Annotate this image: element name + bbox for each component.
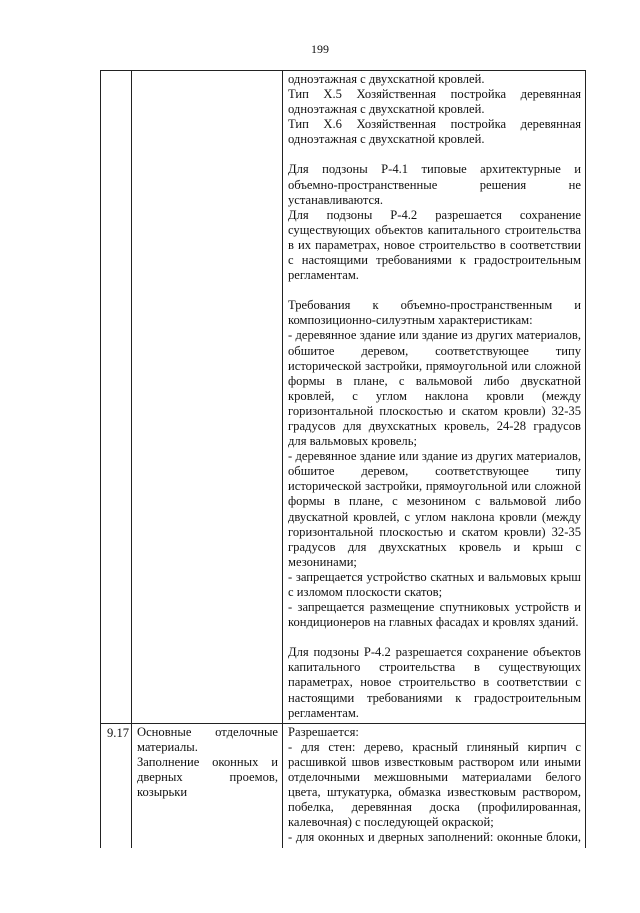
text-line: существующих объектов капитального строительства <box>288 222 581 237</box>
text-line: козырьки <box>137 785 188 800</box>
regulations-table <box>100 70 586 848</box>
text-line: с изломом плоскости скатов; <box>288 585 443 599</box>
text-line: побелка, деревянная доска (профилированная, <box>288 800 581 815</box>
text-line: - для стен: дерево, красный глиняный кирпич с <box>288 739 581 754</box>
text-line: - для оконных и дверных заполнений: оконные блоки, <box>288 830 581 845</box>
text-line: настоящими требованиями к градостроительным <box>288 690 581 705</box>
text-line: Для подзоны Р-4.2 разрешается сохранение <box>288 207 581 222</box>
text-block <box>288 72 581 147</box>
text-line: мезонинами; <box>288 554 357 569</box>
text-line: исторической застройки, прямоугольной или сложной <box>288 479 581 494</box>
text-line: одноэтажная с двухскатной кровлей. <box>288 72 485 86</box>
text-line: кондиционеров на главных фасадах и кровлях зданий. <box>288 615 579 630</box>
text-block <box>288 162 581 283</box>
text-line: Для подзоны Р-4.2 разрешается сохранение объектов <box>288 645 581 660</box>
text-line: цвета, штукатурка, обмазка известковым раствором, <box>288 785 581 800</box>
row-number: 9.17 <box>107 725 130 740</box>
text-line: горизонтальной плоскостью и скатом кровли) 32-35 <box>288 524 581 539</box>
text-line: Тип Х.5 Хозяйственная постройка деревянная <box>288 87 581 102</box>
text-line: объемно-пространственные решения не <box>288 177 581 192</box>
row-title-cell <box>132 71 283 724</box>
row-title-cell <box>132 723 283 847</box>
text-line: - деревянное здание или здание из других материалов, <box>288 328 581 343</box>
text-line: в их параметрах, новое строительство в соответствии <box>288 237 581 252</box>
text-line: Тип Х.6 Хозяйственная постройка деревянная <box>288 117 581 132</box>
text-line: Заполнение оконных и <box>137 754 278 769</box>
text-line: Основные отделочные <box>137 724 278 739</box>
text-line: регламентам. <box>288 705 359 720</box>
text-line: одноэтажная с двухскатной кровлей. <box>288 132 485 147</box>
table-row <box>101 71 586 724</box>
text-block <box>288 298 581 630</box>
text-line: - запрещается размещение спутниковых устройств и <box>288 600 581 615</box>
text-line: градусов для двухскатных кровель, 24-28 градусов <box>288 418 581 433</box>
row-number-cell <box>101 723 132 847</box>
text-line: кровлей, с углом наклона кровли (между <box>288 388 581 403</box>
text-line: с настоящими требованиями к градостроительным <box>288 253 581 268</box>
text-line: обшитое деревом, соответствующее типу <box>288 343 581 358</box>
text-line: Требования к объемно-пространственным и <box>288 298 581 313</box>
text-line: отделочными межшовными материалами белого <box>288 770 581 785</box>
page-number: 199 <box>311 42 329 56</box>
text-line: калевочная) с последующей окраской; <box>288 815 494 830</box>
text-line: дверных проемов, <box>137 770 278 785</box>
row-content-cell <box>283 723 586 847</box>
text-line: капитального строительства в существующих <box>288 660 581 675</box>
text-line: устанавливаются. <box>288 192 384 207</box>
text-line: обшитое деревом, соответствующее типу <box>288 464 581 479</box>
table-row <box>101 723 586 847</box>
text-line: градусов для двухскатных кровель и крыш с <box>288 539 581 554</box>
row-content-cell <box>283 71 586 724</box>
text-block <box>288 645 581 720</box>
text-line: исторической застройки, прямоугольной или сложной <box>288 358 581 373</box>
text-line: расшивкой швов известковым раствором или иными <box>288 754 581 769</box>
text-line: одноэтажная с двухскатной кровлей. <box>288 102 485 117</box>
text-line: параметрах, новое строительство в соответствии с <box>288 675 581 690</box>
text-line: формы в плане, с мезонином с вальмовой либо <box>288 494 581 509</box>
text-line: регламентам. <box>288 268 359 283</box>
text-line: Для подзоны Р-4.1 типовые архитектурные и <box>288 162 581 177</box>
text-line: формы в плане, с вальмовой либо двускатной <box>288 373 581 388</box>
text-line: - деревянное здание или здание из других материалов, <box>288 449 581 464</box>
text-line: материалы. <box>137 739 198 754</box>
text-line: для вальмовых кровель; <box>288 434 417 449</box>
text-line: двускатной кровлей, с углом наклона кровли (между <box>288 509 581 524</box>
row-number-cell <box>101 71 132 724</box>
text-line: Разрешается: <box>288 724 359 739</box>
text-line: горизонтальной плоскостью и скатом кровли) 32-35 <box>288 403 581 418</box>
text-line: композиционно-силуэтным характеристикам: <box>288 313 533 328</box>
text-line: - запрещается устройство скатных и вальмовых крыш <box>288 569 581 584</box>
